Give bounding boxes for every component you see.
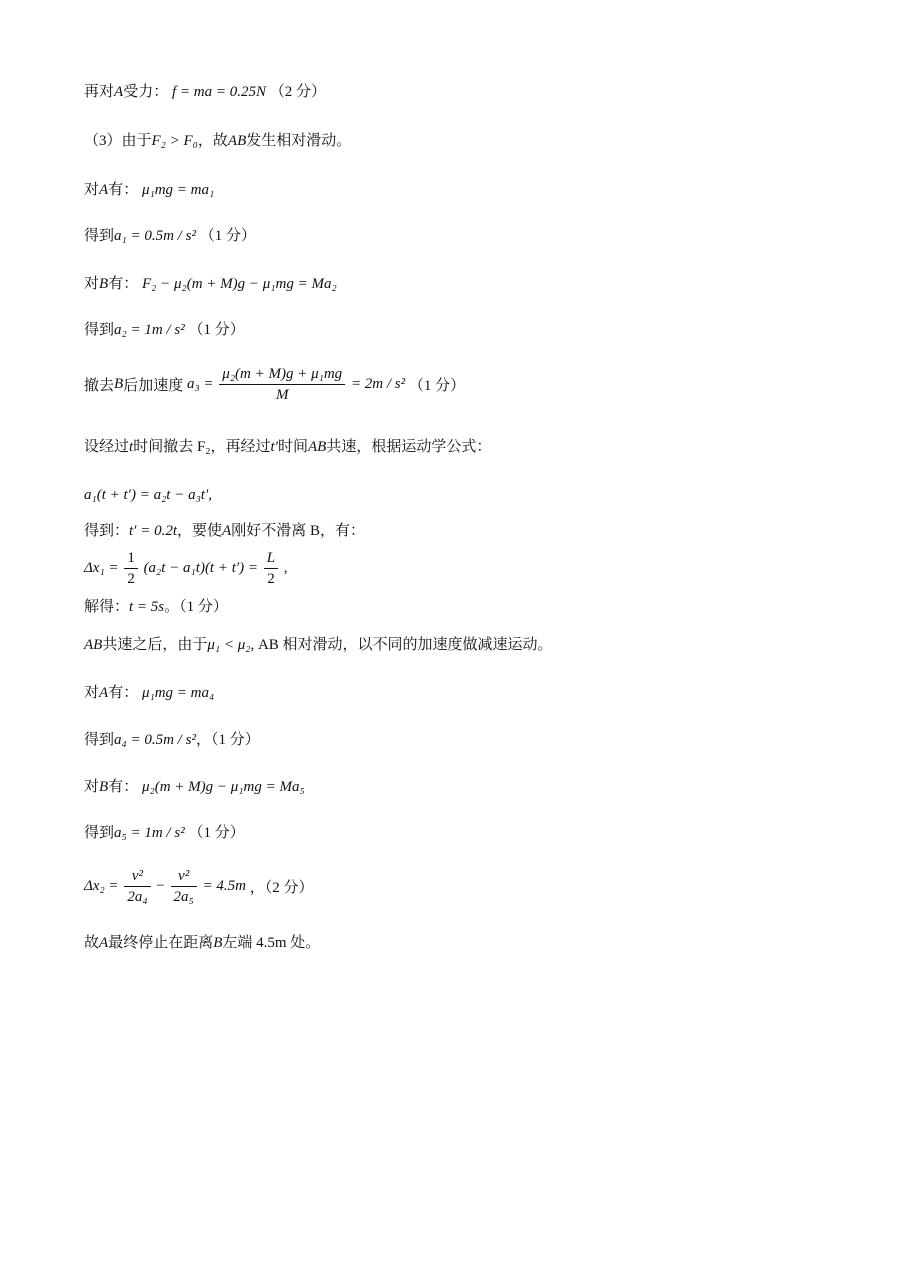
text: 再对 <box>84 84 115 100</box>
equation: a₅ = 1m / s² <box>114 825 185 841</box>
var-B: B <box>99 276 109 292</box>
line-part3-intro <box>84 131 351 151</box>
line-force-on-A <box>84 82 326 102</box>
text: 得到： <box>84 523 130 539</box>
line-t-solution <box>84 597 228 617</box>
denominator: 2 <box>127 571 135 587</box>
score: 。（1 分） <box>164 599 228 615</box>
var-B: B <box>114 376 124 392</box>
text: 后加速度 <box>123 378 184 394</box>
var-A: A <box>99 935 109 951</box>
line-B-eq5 <box>84 777 305 797</box>
line-A-eq1 <box>84 180 214 200</box>
equation: a₁(t + t′) = a₂t − a₃t′, <box>84 487 212 503</box>
fraction-L-half <box>264 548 278 589</box>
score: （1 分） <box>188 825 245 841</box>
var-AB: AB <box>307 439 327 455</box>
denominator: 2 <box>267 571 275 587</box>
text: 解得： <box>84 599 130 615</box>
line-a4 <box>84 730 260 750</box>
fraction-v2-2a5 <box>171 866 197 907</box>
denominator: 2a₅ <box>173 889 194 905</box>
text: 对 <box>84 276 100 292</box>
line-B-eq2 <box>84 274 337 294</box>
equation-lhs: Δx₁ = <box>84 560 119 576</box>
text: 时间撤去 F₂，再经过 <box>133 439 271 455</box>
line-a1 <box>84 226 256 246</box>
text: 得到 <box>84 322 115 338</box>
numerator: v² <box>171 866 197 887</box>
text: 共速之后，由于 <box>102 637 208 653</box>
var-B: B <box>213 935 223 951</box>
equation: f = ma = 0.25N <box>171 84 266 100</box>
equation: a₂ = 1m / s² <box>114 322 185 338</box>
line-conclusion <box>84 933 320 953</box>
text: 受力： <box>123 84 169 100</box>
text: 最终停止在距离 <box>108 935 214 951</box>
var-A: A <box>222 523 232 539</box>
text: 有： <box>108 685 139 701</box>
fraction <box>219 364 345 405</box>
denominator: M <box>275 387 289 403</box>
line-a3 <box>84 364 465 405</box>
equation: a₄ = 0.5m / s² <box>114 732 196 748</box>
text: 对 <box>84 182 100 198</box>
numerator: 1 <box>124 548 138 569</box>
line-dx1 <box>84 548 288 589</box>
text: （3）由于 <box>84 133 152 149</box>
text: 刚好不滑离 B，有： <box>231 523 365 539</box>
equation: μ₂(m + M)g − μ₁mg = Ma₅ <box>141 779 305 795</box>
equation: μ₁mg = ma₄ <box>141 685 215 701</box>
line-a2 <box>84 320 245 340</box>
line-kinematics <box>84 485 212 505</box>
fraction-v2-2a4 <box>124 866 150 907</box>
text: 得到 <box>84 732 115 748</box>
line-t-prime <box>84 521 365 541</box>
line-setup <box>84 437 491 457</box>
var-A: A <box>114 84 124 100</box>
var-AB: AB <box>84 637 103 653</box>
condition: μ₁ < μ₂ <box>207 637 251 653</box>
numerator: L <box>264 548 278 569</box>
var-A: A <box>99 182 109 198</box>
equation: a₁ = 0.5m / s² <box>114 228 196 244</box>
punctuation: , <box>283 560 288 576</box>
equation-rhs: = 2m / s² <box>350 376 406 392</box>
operator: − <box>156 878 165 894</box>
text: 有： <box>108 182 139 198</box>
score: ，（2 分） <box>249 880 314 896</box>
numerator: μ₂(m + M)g + μ₁mg <box>219 364 345 385</box>
text: 共速，根据运动学公式： <box>326 439 492 455</box>
text: 有： <box>108 779 139 795</box>
denominator: 2a₄ <box>127 889 148 905</box>
equation-body: (a₂t − a₁t)(t + t′) = <box>143 560 259 576</box>
text: 对 <box>84 779 100 795</box>
text: , AB 相对滑动，以不同的加速度做减速运动。 <box>250 637 553 653</box>
text: 左端 4.5m 处。 <box>222 935 321 951</box>
text: 时间 <box>277 439 308 455</box>
equation-rhs: = 4.5m <box>202 878 246 894</box>
equation: F₂ − μ₂(m + M)g − μ₁mg = Ma₂ <box>141 276 337 292</box>
text: 有： <box>108 276 139 292</box>
line-after-common-speed <box>84 635 553 655</box>
line-dx2 <box>84 866 313 907</box>
score: ，（1 分） <box>195 732 260 748</box>
text: ，故 <box>197 133 228 149</box>
text: 设经过 <box>84 439 130 455</box>
score: （1 分） <box>408 378 466 394</box>
text: 撤去 <box>84 378 115 394</box>
text: 对 <box>84 685 100 701</box>
score: （1 分） <box>199 228 256 244</box>
text: 故 <box>84 935 100 951</box>
equation: t = 5s <box>129 599 165 615</box>
text: 发生相对滑动。 <box>246 133 352 149</box>
equation-lhs: Δx₂ = <box>84 878 119 894</box>
var-A: A <box>99 685 109 701</box>
text: 得到 <box>84 825 115 841</box>
equation-lhs: a₃ = <box>186 376 214 392</box>
condition: F₂ > F₀ <box>151 133 198 149</box>
text: ，要使 <box>177 523 223 539</box>
var-AB: AB <box>227 133 247 149</box>
text: 得到 <box>84 228 115 244</box>
var-t: t <box>129 439 134 455</box>
fraction-half <box>124 548 138 589</box>
equation: μ₁mg = ma₁ <box>141 182 215 198</box>
score: （2 分） <box>269 84 326 100</box>
numerator: v² <box>124 866 150 887</box>
equation: t′ = 0.2t <box>129 523 178 539</box>
var-B: B <box>99 779 109 795</box>
score: （1 分） <box>188 322 245 338</box>
var-t-prime: t′ <box>270 439 278 455</box>
line-a5 <box>84 823 245 843</box>
line-A-eq4 <box>84 683 214 703</box>
